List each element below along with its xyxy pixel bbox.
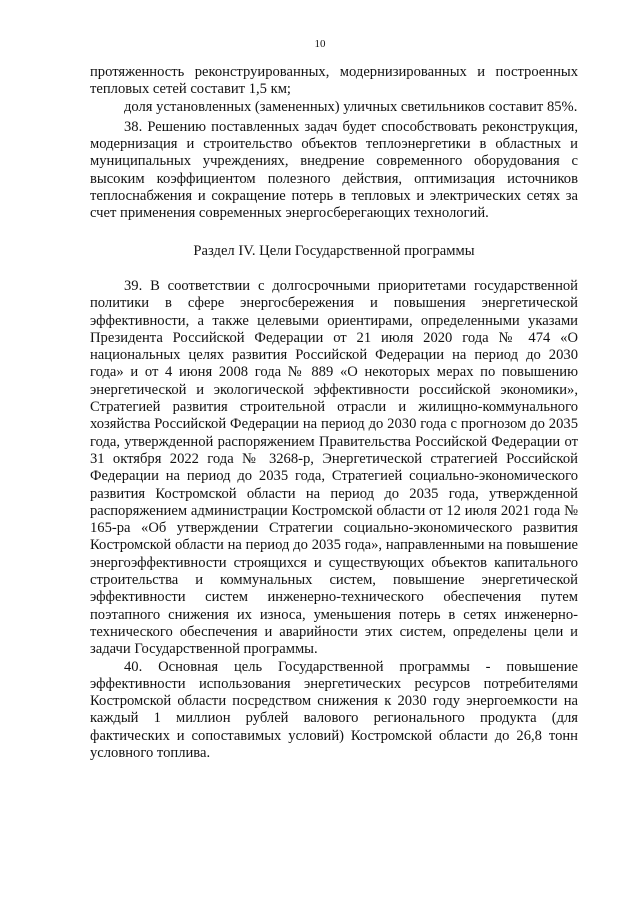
paragraph-street-lights: доля установленных (замененных) уличных светильников составит 85%. (124, 98, 578, 115)
paragraph-network-length: протяженность реконструированных, модернизированных и построенных тепловых сетей составит 1,5 км; (90, 64, 578, 98)
paragraph-40: 40. Основная цель Государственной программы - повышение эффективности использования энергетических ресурсов потребителями Костромской области посредством снижения к 2030 году энергоемкости на каждый 1 миллион рублей валового регионального продукта (для фактических и сопоставимых условий) Костромской области до 26,8 тонн условного топлива. (90, 658, 578, 761)
paragraph-38: 38. Решению поставленных задач будет способствовать реконструкция, модернизация и строительство объектов теплоэнергетики в областных и муниципальных учреждениях, внедрение современного оборудования с высоким коэффициентом полезного действия, оптимизация источников теплоснабжения и сокращение потерь в тепловых и электрических сетях за счет применения современных энергосберегающих технологий. (90, 118, 578, 222)
paragraph-39: 39. В соответствии с долгосрочными приоритетами государственной политики в сфере энергосбережения и повышения энергетической эффективности, а также целевыми ориентирами, определенными указами Президента Российской Федерации от 21 июля 2020 года № 474 «О национальных целях развития Российской Федерации на период до 2030 года» и от 4 июня 2008 года № 889 «О некоторых мерах по повышению энергетической и экологической эффективности российской экономики», Стратегией развития строительной отрасли и жилищно-коммунального хозяйства Российской Федерации на период до 2030 года с прогнозом до 2035 года, утвержденной распоряжением Правительства Российской Федерации от 31 октября 2022 года № 3268-р, Энергетической стратегией Российской Федерации на период до 2035 года, Стратегией социально-экономического развития Костромской области на период до 2035 года, утвержденной распоряжением администрации Костромской области от 12 июля 2021 года № 165-ра «Об утверждении Стратегии социально-экономического развития Костромской области на период до 2035 года», направленными на повышение энергоэффективности строящихся и существующих объектов капитального строительства и коммунальных систем, повышение энергетической эффективности систем инженерно-технического обеспечения путем поэтапного снижения их износа, уменьшения потерь в сетях инженерно-технического обеспечения и аварийности этих систем, определены цели и задачи Государственной программы. (90, 277, 578, 658)
page-number: 10 (314, 38, 326, 50)
document-body (90, 64, 578, 762)
section-heading: Раздел IV. Цели Государственной программы (193, 242, 475, 259)
